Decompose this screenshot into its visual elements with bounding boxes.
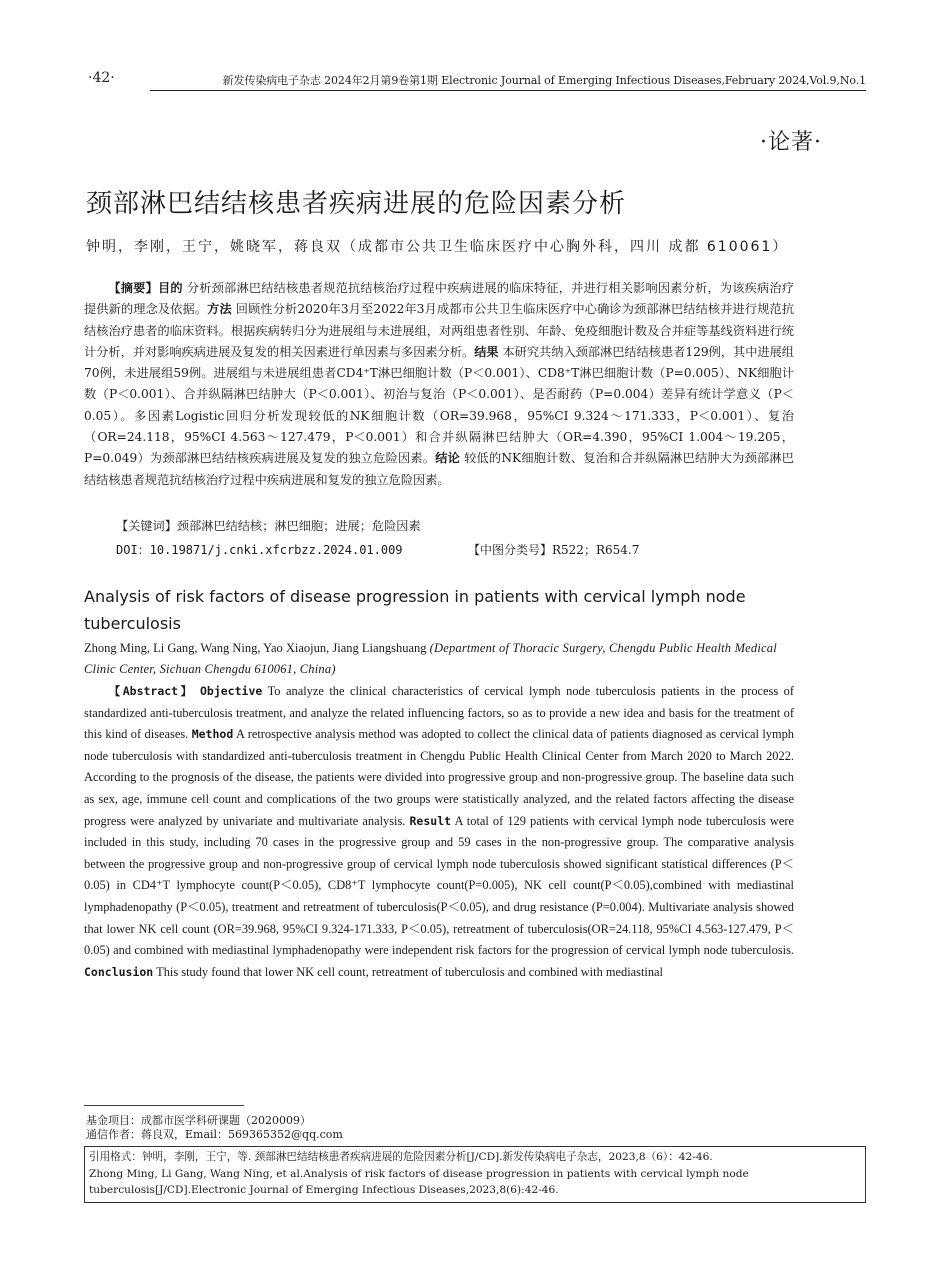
english-abstract [84,681,794,983]
abstract-label: 【摘要】 [108,281,158,295]
running-header: 新发传染病电子杂志 2024年2月第9卷第1期 Electronic Journal of Emerging Infectious Diseases,February 2024,Vol.9,No.1 [222,74,866,87]
fund-note: 基金项目：成都市医学科研课题（2020009） [86,1114,311,1127]
doi: DOI：10.19871/j.cnki.xfcrbzz.2024.01.009 [116,543,403,557]
english-affiliation: (Department of Thoracic Surgery, Chengdu Public Health Medical Clinic Center, Sichuan Chengdu 610061, China) [84,641,777,676]
result-text: 本研究共纳入颈部淋巴结结核患者129例，其中进展组70例，未进展组59例。进展组与未进展组患者CD4⁺T淋巴细胞计数（P＜0.001）、CD8⁺T淋巴细胞计数（P=0.005）、NK细胞计数（P＜0.001）、合并纵隔淋巴结肿大（P＜0.001）、初治与复治（P＜0.001）、是否耐药（P=0.004）差异有统计学意义（P＜0.05）。多因素Logistic回归分析发现较低的NK细胞计数（OR=39.968，95%CI 9.324～171.333，P＜0.001）、复治（OR=24.118，95%CI 4.563～127.479，P＜0.001）和合并纵隔淋巴结肿大（OR=4.390，95%CI 1.004～19.205，P=0.049）为颈部淋巴结结核疾病进展及复发的独立危险因素。 [84,344,794,466]
en-result-label: Result [409,813,452,828]
en-method-text: A retrospective analysis method was adopted to collect the clinical data of patients diagnosed as cervical lymph node tuberculosis with standardized anti-tuberculosis treatment in Chengdu Public Health Clinical Center from March 2020 to March 2022. According to the prognosis of the disease, the patients were divided into progressive group and non-progressive group. The baseline data such as sex, age, immune cell count and complications of the two groups were statistically analyzed, and the related factors affecting the disease progress were analyzed by univariate and multivariate analysis. [84,727,794,828]
classification-number: 【中图分类号】R522；R654.7 [468,543,640,557]
en-method-label: Method [191,727,234,742]
en-abstract-label: 【Abstract】 [108,684,195,698]
english-title: Analysis of risk factors of disease progression in patients with cervical lymph node tuberculosis [84,587,746,633]
objective-text: 分析颈部淋巴结结核患者规范抗结核治疗过程中疾病进展的临床特征，并进行相关影响因素分析，为该疾病治疗提供新的理念及依据。 [84,281,795,317]
page-number: ·42· [88,70,115,86]
en-objective-label: Objective [199,684,263,698]
method-text: 回顾性分析2020年3月至2022年3月成都市公共卫生临床医疗中心确诊为颈部淋巴结结核并进行规范抗结核治疗患者的临床资料。根据疾病转归分为进展组与未进展组，对两组患者性别、年龄、免疫细胞计数及合并症等基线资料进行统计分析，并对影响疾病进展及复发的相关因素进行单因素与多因素分析。 [84,302,795,359]
en-conclusion-text: This study found that lower NK cell count, retreatment of tuberculosis and combined with mediastinal [153,964,663,979]
header-rule [150,90,866,91]
corresponding-author: 通信作者：蒋良双，Email：569365352@qq.com [86,1128,343,1141]
citation-line-1: 引用格式：钟明，李刚，王宁，等. 颈部淋巴结结核患者疾病进展的危险因素分析[J/CD].新发传染病电子杂志，2023,8（6）：42-46. [89,1151,713,1163]
footnote-rule [84,1105,244,1106]
english-author-names: Zhong Ming, Li Gang, Wang Ning, Yao Xiaojun, Jiang Liangshuang [84,641,430,655]
english-authors [84,638,794,680]
keywords: 【关键词】颈部淋巴结结核；淋巴细胞；进展；危险因素 [116,519,421,533]
en-objective-text: To analyze the clinical characteristics of cervical lymph node tuberculosis patients in the process of standardized anti-tuberculosis treatment, and analyze the related influencing factors, so as to provide a new idea and basis for the treatment of this kind of diseases. [84,684,794,742]
chinese-abstract [84,278,794,491]
citation-line-3: tuberculosis[J/CD].Electronic Journal of Emerging Infectious Diseases,2023,8(6):42-46. [89,1184,559,1196]
article-title: 颈部淋巴结结核患者疾病进展的危险因素分析 [86,189,627,219]
section-label: ·论著· [760,130,822,155]
author-line: 钟明，李刚，王宁，姚晓军，蒋良双（成都市公共卫生临床医疗中心胸外科，四川 成都 610061） [86,239,789,255]
en-conclusion-label: Conclusion [84,964,154,979]
conclusion-text: 较低的NK细胞计数、复治和合并纵隔淋巴结肿大为颈部淋巴结结核患者规范抗结核治疗过程中疾病进展和复发的独立危险因素。 [84,451,794,487]
footnotes [86,1114,343,1142]
en-result-text: A total of 129 patients with cervical lymph node tuberculosis were included in this study, including 70 cases in the progressive group and 59 cases in the non-progressive group. The comparative analysis between the progressive group and non-progressive group of cervical lymph node tuberculosis showed significant statistical differences (P＜0.05) in CD4⁺T lymphocyte count(P＜0.05), CD8⁺T lymphocyte count(P=0.005), NK cell count(P＜0.05),combined with mediastinal lymphadenopathy (P＜0.05), treatment and retreatment of tuberculosis(P＜0.05), and drug resistance (P=0.004). Multivariate analysis showed that lower NK cell count (OR=39.968, 95%CI 9.324-171.333, P＜0.05), retreatment of tuberculosis(OR=24.118, 95%CI 4.563-127.479, P＜0.05) and combined with mediastinal lymphadenopathy were independent risk factors for the progression of cervical lymph node tuberculosis. [84,813,794,958]
result-label: 结果 [474,344,499,359]
conclusion-label: 结论 [435,451,461,466]
citation-line-2: Zhong Ming, Li Gang, Wang Ning, et al.Analysis of risk factors of disease progression in patients with cervical lymph node [89,1167,749,1180]
method-label: 方法 [207,302,232,317]
objective-label: 目的 [157,281,183,295]
citation-box [84,1146,866,1203]
